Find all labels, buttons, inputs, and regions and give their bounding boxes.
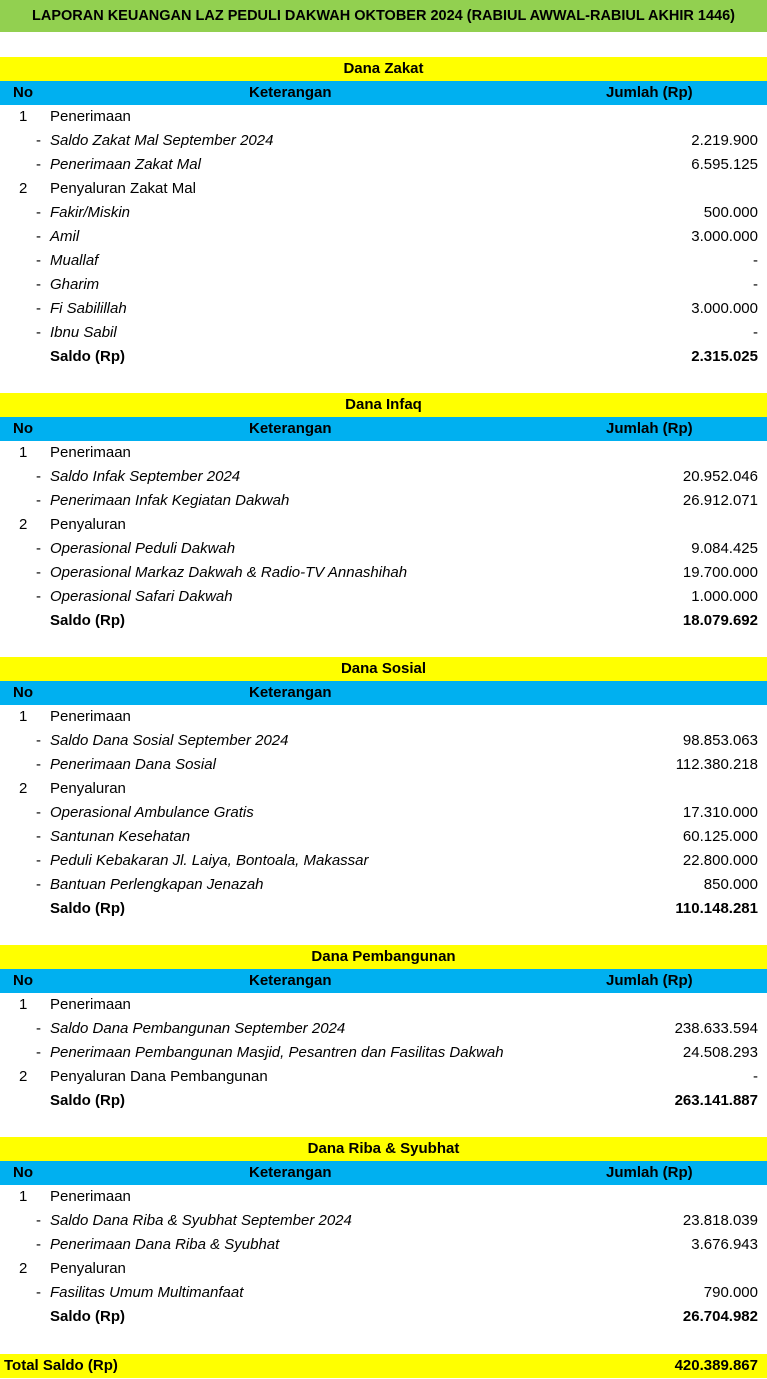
table-row — [0, 321, 767, 345]
section-heading: Dana Pembangunan — [0, 945, 767, 969]
table-row — [0, 993, 767, 1017]
row-amount: - — [753, 252, 758, 269]
row-description: Penyaluran — [50, 516, 126, 533]
row-description: Ibnu Sabil — [50, 324, 117, 341]
row-description: Fi Sabilillah — [50, 300, 127, 317]
row-dash: - — [36, 1284, 41, 1301]
row-description: Penerimaan Zakat Mal — [50, 156, 201, 173]
column-header-no: No — [13, 684, 33, 701]
row-dash: - — [36, 1212, 41, 1229]
row-dash: - — [36, 1020, 41, 1037]
table-row — [0, 201, 767, 225]
saldo-row — [0, 897, 767, 921]
row-amount: 18.079.692 — [682, 612, 758, 629]
row-description: Saldo (Rp) — [50, 1308, 125, 1325]
table-row — [0, 537, 767, 561]
row-description: Operasional Safari Dakwah — [50, 588, 233, 605]
table-row — [0, 1185, 767, 1209]
saldo-row — [0, 609, 767, 633]
table-row — [0, 1041, 767, 1065]
row-description: Penerimaan — [50, 108, 131, 125]
row-description: Operasional Ambulance Gratis — [50, 804, 254, 821]
column-header-jumlah: Jumlah (Rp) — [606, 972, 693, 989]
row-dash: - — [36, 324, 41, 341]
row-amount: 19.700.000 — [682, 564, 758, 581]
row-dash: - — [36, 564, 41, 581]
section-heading: Dana Infaq — [0, 393, 767, 417]
row-amount: 24.508.293 — [682, 1044, 758, 1061]
table-row — [0, 729, 767, 753]
row-description: Penerimaan — [50, 1188, 131, 1205]
row-amount: 238.633.594 — [674, 1020, 758, 1037]
row-dash: - — [36, 588, 41, 605]
column-header-no: No — [13, 972, 33, 989]
table-row — [0, 177, 767, 201]
row-amount: 60.125.000 — [682, 828, 758, 845]
column-header-jumlah: Jumlah (Rp) — [606, 84, 693, 101]
row-number: 1 — [19, 444, 28, 461]
row-amount: 2.315.025 — [691, 348, 758, 365]
row-description: Penyaluran Zakat Mal — [50, 180, 196, 197]
row-description: Penyaluran Dana Pembangunan — [50, 1068, 268, 1085]
row-dash: - — [36, 204, 41, 221]
row-description: Penerimaan — [50, 708, 131, 725]
row-description: Muallaf — [50, 252, 99, 269]
table-row — [0, 465, 767, 489]
row-dash: - — [36, 228, 41, 245]
row-description: Santunan Kesehatan — [50, 828, 191, 845]
row-amount: 500.000 — [703, 204, 758, 221]
row-dash: - — [36, 540, 41, 557]
row-amount: 98.853.063 — [682, 732, 758, 749]
row-description: Penerimaan — [50, 444, 131, 461]
row-description: Amil — [50, 228, 80, 245]
row-amount: 17.310.000 — [682, 804, 758, 821]
table-row — [0, 1281, 767, 1305]
row-number: 2 — [19, 1068, 28, 1085]
row-description: Saldo Infak September 2024 — [50, 468, 241, 485]
row-description: Saldo (Rp) — [50, 612, 125, 629]
table-row — [0, 249, 767, 273]
row-number: 1 — [19, 1188, 28, 1205]
row-description: Operasional Markaz Dakwah & Radio-TV Annashihah — [50, 564, 408, 581]
row-description: Penyaluran — [50, 780, 126, 797]
row-description: Gharim — [50, 276, 100, 293]
table-row — [0, 753, 767, 777]
row-amount: 1.000.000 — [691, 588, 758, 605]
report-title: LAPORAN KEUANGAN LAZ PEDULI DAKWAH OKTOBER 2024 (RABIUL AWWAL-RABIUL AKHIR 1446) — [0, 0, 767, 32]
row-amount: 850.000 — [703, 876, 758, 893]
row-dash: - — [36, 252, 41, 269]
column-header-no: No — [13, 1164, 33, 1181]
column-header-row — [0, 681, 767, 705]
row-description: Penerimaan Pembangunan Masjid, Pesantren dan Fasilitas Dakwah — [50, 1044, 504, 1061]
row-amount: 26.912.071 — [682, 492, 758, 509]
saldo-row — [0, 1089, 767, 1113]
column-header-keterangan: Keterangan — [249, 1164, 332, 1181]
row-amount: 22.800.000 — [682, 852, 758, 869]
row-number: 1 — [19, 108, 28, 125]
saldo-row — [0, 1305, 767, 1329]
row-amount: 112.380.218 — [675, 756, 758, 773]
row-dash: - — [36, 804, 41, 821]
table-row — [0, 825, 767, 849]
row-amount: 6.595.125 — [691, 156, 758, 173]
row-description: Peduli Kebakaran Jl. Laiya, Bontoala, Makassar — [50, 852, 369, 869]
column-header-row — [0, 1161, 767, 1185]
row-description: Penerimaan — [50, 996, 131, 1013]
row-number: 2 — [19, 516, 28, 533]
row-number: 1 — [19, 996, 28, 1013]
table-row — [0, 513, 767, 537]
table-row — [0, 1017, 767, 1041]
row-dash: - — [36, 828, 41, 845]
row-description: Penerimaan Dana Sosial — [50, 756, 216, 773]
section-0 — [0, 57, 767, 369]
column-header-row — [0, 417, 767, 441]
row-dash: - — [36, 1236, 41, 1253]
row-description: Fakir/Miskin — [50, 204, 131, 221]
row-amount: 20.952.046 — [682, 468, 758, 485]
table-row — [0, 705, 767, 729]
table-row — [0, 489, 767, 513]
table-row — [0, 1065, 767, 1089]
table-row — [0, 777, 767, 801]
table-row — [0, 225, 767, 249]
row-dash: - — [36, 468, 41, 485]
row-amount: 26.704.982 — [682, 1308, 758, 1325]
row-amount: 9.084.425 — [691, 540, 758, 557]
row-amount: 23.818.039 — [682, 1212, 758, 1229]
row-description: Saldo Dana Sosial September 2024 — [50, 732, 289, 749]
row-dash: - — [36, 156, 41, 173]
row-amount: - — [753, 1068, 758, 1085]
row-number: 2 — [19, 1260, 28, 1277]
row-amount: - — [753, 324, 758, 341]
total-saldo-label: Total Saldo (Rp) — [4, 1357, 118, 1374]
row-description: Fasilitas Umum Multimanfaat — [50, 1284, 244, 1301]
column-header-jumlah: Jumlah (Rp) — [606, 1164, 693, 1181]
column-header-keterangan: Keterangan — [249, 972, 332, 989]
row-amount: - — [753, 276, 758, 293]
column-header-jumlah: Jumlah (Rp) — [606, 420, 693, 437]
row-description: Saldo (Rp) — [50, 900, 125, 917]
row-dash: - — [36, 876, 41, 893]
row-number: 2 — [19, 780, 28, 797]
row-description: Penerimaan Dana Riba & Syubhat — [50, 1236, 280, 1253]
total-saldo-amount: 420.389.867 — [674, 1357, 758, 1374]
row-description: Bantuan Perlengkapan Jenazah — [50, 876, 264, 893]
table-row — [0, 873, 767, 897]
column-header-keterangan: Keterangan — [249, 420, 332, 437]
row-description: Saldo (Rp) — [50, 1092, 125, 1109]
row-dash: - — [36, 732, 41, 749]
column-header-row — [0, 81, 767, 105]
section-heading: Dana Sosial — [0, 657, 767, 681]
row-number: 2 — [19, 180, 28, 197]
row-description: Saldo Zakat Mal September 2024 — [50, 132, 274, 149]
row-amount: 110.148.281 — [675, 900, 758, 917]
table-row — [0, 561, 767, 585]
column-header-row — [0, 969, 767, 993]
section-4 — [0, 1137, 767, 1329]
total-saldo-row — [0, 1354, 767, 1378]
column-header-keterangan: Keterangan — [249, 84, 332, 101]
row-amount: 263.141.887 — [674, 1092, 758, 1109]
section-1 — [0, 393, 767, 633]
row-description: Operasional Peduli Dakwah — [50, 540, 236, 557]
saldo-row — [0, 345, 767, 369]
row-description: Saldo (Rp) — [50, 348, 125, 365]
table-row — [0, 129, 767, 153]
column-header-keterangan: Keterangan — [249, 684, 332, 701]
row-dash: - — [36, 132, 41, 149]
column-header-no: No — [13, 84, 33, 101]
section-heading: Dana Zakat — [0, 57, 767, 81]
row-description: Saldo Dana Pembangunan September 2024 — [50, 1020, 346, 1037]
row-number: 1 — [19, 708, 28, 725]
table-row — [0, 849, 767, 873]
table-row — [0, 297, 767, 321]
table-row — [0, 801, 767, 825]
section-2 — [0, 657, 767, 921]
row-amount: 3.000.000 — [691, 228, 758, 245]
section-heading: Dana Riba & Syubhat — [0, 1137, 767, 1161]
row-dash: - — [36, 756, 41, 773]
table-row — [0, 585, 767, 609]
row-amount: 2.219.900 — [691, 132, 758, 149]
table-row — [0, 1257, 767, 1281]
table-row — [0, 153, 767, 177]
row-dash: - — [36, 300, 41, 317]
row-dash: - — [36, 492, 41, 509]
row-dash: - — [36, 852, 41, 869]
row-dash: - — [36, 1044, 41, 1061]
section-3 — [0, 945, 767, 1113]
row-amount: 790.000 — [703, 1284, 758, 1301]
table-row — [0, 1233, 767, 1257]
table-row — [0, 1209, 767, 1233]
row-dash: - — [36, 276, 41, 293]
table-row — [0, 105, 767, 129]
row-amount: 3.676.943 — [691, 1236, 758, 1253]
column-header-no: No — [13, 420, 33, 437]
row-description: Saldo Dana Riba & Syubhat September 2024 — [50, 1212, 352, 1229]
table-row — [0, 441, 767, 465]
row-amount: 3.000.000 — [691, 300, 758, 317]
table-row — [0, 273, 767, 297]
row-description: Penyaluran — [50, 1260, 126, 1277]
row-description: Penerimaan Infak Kegiatan Dakwah — [50, 492, 290, 509]
